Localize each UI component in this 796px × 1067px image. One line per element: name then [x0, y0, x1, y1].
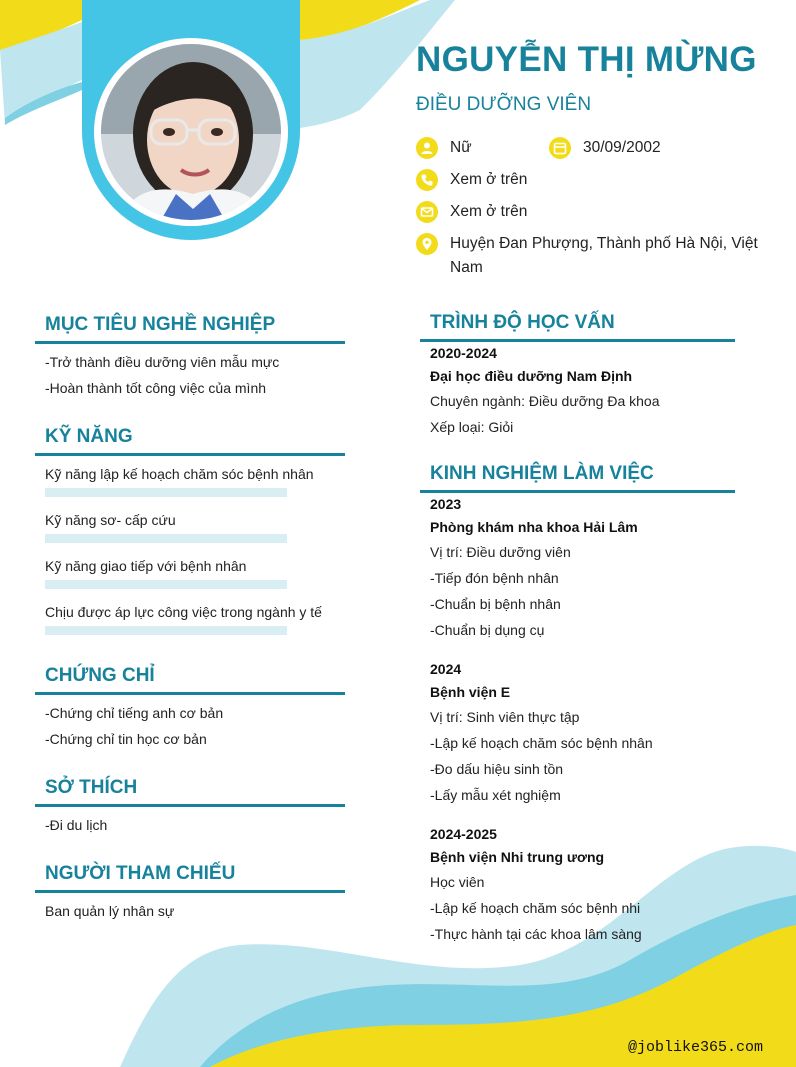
location-icon [416, 233, 438, 255]
birthdate-value: 30/09/2002 [583, 139, 661, 156]
job-year: 2023 [430, 496, 462, 512]
calendar-icon [549, 137, 571, 159]
phone-value: Xem ở trên [450, 171, 528, 188]
skill-bar [45, 488, 287, 497]
hobby-item: -Đi du lịch [45, 817, 108, 833]
job-year: 2024-2025 [430, 826, 497, 842]
education-school: Đại học điều dưỡng Nam Định [430, 368, 633, 384]
job-place: Bệnh viện Nhi trung ương [430, 849, 605, 865]
user-icon [416, 137, 438, 159]
certificate-item: -Chứng chỉ tiếng anh cơ bản [45, 705, 224, 721]
experience-divider [420, 490, 735, 493]
education-grade: Xếp loại: Giỏi [430, 419, 514, 435]
job-line: -Lấy mẫu xét nghiệm [430, 787, 561, 803]
job-line: -Thực hành tại các khoa lâm sàng [430, 926, 642, 942]
reference-item: Ban quản lý nhân sự [45, 903, 175, 919]
objective-item: -Hoàn thành tốt công việc của mình [45, 380, 267, 396]
candidate-name: NGUYỄN THỊ MỪNG [416, 40, 757, 79]
job-year: 2024 [430, 661, 462, 677]
skill-name: Chịu được áp lực công việc trong ngành y tế [45, 604, 322, 620]
job-place: Phòng khám nha khoa Hải Lâm [430, 519, 638, 535]
job-line: -Chuẩn bị bệnh nhân [430, 596, 561, 612]
gender-value: Nữ [450, 139, 472, 156]
skills-divider [35, 453, 345, 456]
experience-title: KINH NGHIỆM LÀM VIỆC [430, 463, 654, 484]
mail-icon [416, 201, 438, 223]
profile-photo [101, 44, 281, 220]
phone-icon [416, 169, 438, 191]
education-title: TRÌNH ĐỘ HỌC VẤN [430, 312, 615, 333]
job-line: -Tiếp đón bệnh nhân [430, 570, 559, 586]
skill-bar [45, 580, 287, 589]
job-line: -Lập kế hoạch chăm sóc bệnh nhi [430, 900, 641, 916]
job-title: ĐIỀU DƯỠNG VIÊN [416, 94, 592, 115]
address-value: Huyện Đan Phượng, Thành phố Hà Nội, Việt Nam [450, 235, 758, 276]
job-line: Vị trí: Điều dưỡng viên [430, 544, 571, 560]
skill-name: Kỹ năng sơ- cấp cứu [45, 512, 176, 528]
watermark: @joblike365.com [628, 1039, 764, 1056]
skill-bar [45, 626, 287, 635]
education-period: 2020-2024 [430, 345, 497, 361]
job-line: -Đo dấu hiệu sinh tồn [430, 761, 564, 777]
education-major: Chuyên ngành: Điều dưỡng Đa khoa [430, 393, 660, 409]
job-line: Học viên [430, 874, 485, 890]
skill-bar [45, 534, 287, 543]
hobbies-divider [35, 804, 345, 807]
job-place: Bệnh viện E [430, 684, 511, 700]
certificates-title: CHỨNG CHỈ [45, 665, 155, 686]
objective-item: -Trở thành điều dưỡng viên mẫu mực [45, 354, 280, 370]
skill-name: Kỹ năng lập kế hoạch chăm sóc bệnh nhân [45, 466, 314, 482]
job-line: -Chuẩn bị dụng cụ [430, 622, 545, 638]
certificate-item: -Chứng chỉ tin học cơ bản [45, 731, 207, 747]
objective-title: MỤC TIÊU NGHỀ NGHIỆP [45, 314, 276, 335]
hobbies-title: SỞ THÍCH [45, 777, 138, 798]
job-line: -Lập kế hoạch chăm sóc bệnh nhân [430, 735, 653, 751]
email-value: Xem ở trên [450, 203, 528, 220]
skill-name: Kỹ năng giao tiếp với bệnh nhân [45, 558, 247, 574]
job-line: Vị trí: Sinh viên thực tập [430, 709, 580, 725]
objective-divider [35, 341, 345, 344]
skills-title: KỸ NĂNG [45, 426, 133, 447]
references-divider [35, 890, 345, 893]
certificates-divider [35, 692, 345, 695]
references-title: NGƯỜI THAM CHIẾU [45, 863, 236, 884]
